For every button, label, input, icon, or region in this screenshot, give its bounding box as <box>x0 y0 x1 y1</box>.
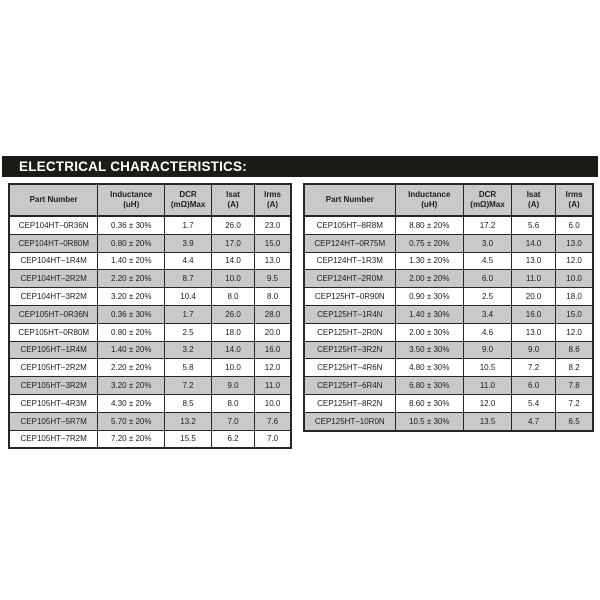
part-number-cell: CEP124HT–2R0M <box>304 270 395 288</box>
value-cell: 4.80 ± 30% <box>395 359 463 377</box>
value-cell: 3.50 ± 30% <box>395 341 463 359</box>
value-cell: 8.0 <box>255 288 291 306</box>
table-row <box>9 252 291 270</box>
value-cell: 14.0 <box>511 234 555 252</box>
part-number-cell: CEP104HT–1R4M <box>9 252 98 270</box>
column-header-isat: Isat (A) <box>511 184 555 216</box>
value-cell: 15.0 <box>255 234 291 252</box>
table-row <box>304 394 593 412</box>
part-number-cell: CEP125HT–2R0N <box>304 323 395 341</box>
part-number-cell: CEP125HT–1R4N <box>304 305 395 323</box>
header-row <box>304 184 593 216</box>
value-cell: 7.8 <box>556 377 593 395</box>
value-cell: 3.2 <box>165 341 212 359</box>
value-cell: 1.30 ± 20% <box>395 252 463 270</box>
value-cell: 2.00 ± 30% <box>395 323 463 341</box>
value-cell: 4.30 ± 20% <box>98 394 165 412</box>
value-cell: 8.5 <box>165 394 212 412</box>
table-row <box>9 305 291 323</box>
value-cell: 4.4 <box>165 252 212 270</box>
value-cell: 12.0 <box>255 359 291 377</box>
value-cell: 8.0 <box>211 288 254 306</box>
value-cell: 8.6 <box>556 341 593 359</box>
value-cell: 20.0 <box>511 288 555 306</box>
value-cell: 6.0 <box>511 377 555 395</box>
value-cell: 8.0 <box>211 394 254 412</box>
part-number-cell: CEP105HT–8R8M <box>304 216 395 234</box>
value-cell: 4.7 <box>511 412 555 430</box>
table-row <box>304 305 593 323</box>
value-cell: 15.5 <box>165 430 212 448</box>
part-number-cell: CEP125HT–0R90N <box>304 288 395 306</box>
table-row <box>304 412 593 430</box>
column-header-irms: Irms (A) <box>255 184 291 216</box>
column-header-irms: Irms (A) <box>556 184 593 216</box>
part-number-cell: CEP125HT–8R2N <box>304 394 395 412</box>
value-cell: 0.80 ± 20% <box>98 323 165 341</box>
value-cell: 5.70 ± 20% <box>98 412 165 430</box>
value-cell: 15.0 <box>556 305 593 323</box>
value-cell: 17.2 <box>464 216 512 234</box>
value-cell: 14.0 <box>211 341 254 359</box>
column-header-part-number: Part Number <box>304 184 395 216</box>
part-number-cell: CEP105HT–4R3M <box>9 394 98 412</box>
value-cell: 3.4 <box>464 305 512 323</box>
column-header-dcr: DCR (mΩ)Max <box>464 184 512 216</box>
table-row <box>304 234 593 252</box>
value-cell: 1.40 ± 20% <box>98 252 165 270</box>
value-cell: 2.5 <box>165 323 212 341</box>
value-cell: 10.4 <box>165 288 212 306</box>
value-cell: 7.0 <box>255 430 291 448</box>
column-header-inductance: Inductance (uH) <box>395 184 463 216</box>
value-cell: 10.0 <box>255 394 291 412</box>
value-cell: 7.20 ± 20% <box>98 430 165 448</box>
value-cell: 13.0 <box>255 252 291 270</box>
value-cell: 23.0 <box>255 216 291 234</box>
value-cell: 16.0 <box>511 305 555 323</box>
table-row <box>304 216 593 234</box>
table-row <box>9 270 291 288</box>
value-cell: 0.36 ± 30% <box>98 305 165 323</box>
value-cell: 8.80 ± 20% <box>395 216 463 234</box>
value-cell: 13.0 <box>556 234 593 252</box>
table-row <box>9 377 291 395</box>
table-row <box>304 252 593 270</box>
section-title: ELECTRICAL CHARACTERISTICS: <box>19 159 247 174</box>
part-number-cell: CEP124HT–0R75M <box>304 234 395 252</box>
part-number-cell: CEP105HT–0R80M <box>9 323 98 341</box>
value-cell: 7.0 <box>211 412 254 430</box>
table-row <box>9 412 291 430</box>
value-cell: 6.5 <box>556 412 593 430</box>
part-number-cell: CEP104HT–0R80M <box>9 234 98 252</box>
column-header-isat: Isat (A) <box>211 184 254 216</box>
value-cell: 8.7 <box>165 270 212 288</box>
value-cell: 8.60 ± 30% <box>395 394 463 412</box>
value-cell: 1.40 ± 30% <box>395 305 463 323</box>
value-cell: 13.2 <box>165 412 212 430</box>
header-row <box>9 184 291 216</box>
part-number-cell: CEP104HT–0R36N <box>9 216 98 234</box>
value-cell: 7.2 <box>511 359 555 377</box>
part-number-cell: CEP104HT–3R2M <box>9 288 98 306</box>
value-cell: 6.0 <box>464 270 512 288</box>
value-cell: 2.20 ± 20% <box>98 359 165 377</box>
value-cell: 16.0 <box>255 341 291 359</box>
table-row <box>304 288 593 306</box>
value-cell: 5.8 <box>165 359 212 377</box>
table-row <box>9 430 291 448</box>
value-cell: 0.80 ± 20% <box>98 234 165 252</box>
part-number-cell: CEP105HT–1R4M <box>9 341 98 359</box>
table-row <box>9 288 291 306</box>
value-cell: 11.0 <box>464 377 512 395</box>
value-cell: 13.0 <box>511 252 555 270</box>
column-header-dcr: DCR (mΩ)Max <box>165 184 212 216</box>
value-cell: 11.0 <box>255 377 291 395</box>
value-cell: 7.2 <box>556 394 593 412</box>
section-title-bar <box>2 156 598 177</box>
value-cell: 5.6 <box>511 216 555 234</box>
value-cell: 10.5 ± 30% <box>395 412 463 430</box>
value-cell: 9.0 <box>464 341 512 359</box>
value-cell: 10.0 <box>211 359 254 377</box>
value-cell: 9.0 <box>211 377 254 395</box>
value-cell: 2.5 <box>464 288 512 306</box>
value-cell: 0.75 ± 20% <box>395 234 463 252</box>
part-number-cell: CEP105HT–7R2M <box>9 430 98 448</box>
table-row <box>9 323 291 341</box>
column-header-part-number: Part Number <box>9 184 98 216</box>
value-cell: 8.2 <box>556 359 593 377</box>
value-cell: 9.0 <box>511 341 555 359</box>
value-cell: 5.4 <box>511 394 555 412</box>
table-row <box>304 359 593 377</box>
part-number-cell: CEP105HT–3R2M <box>9 377 98 395</box>
value-cell: 26.0 <box>211 305 254 323</box>
value-cell: 3.0 <box>464 234 512 252</box>
value-cell: 7.2 <box>165 377 212 395</box>
value-cell: 6.2 <box>211 430 254 448</box>
table-row <box>9 394 291 412</box>
value-cell: 6.0 <box>556 216 593 234</box>
value-cell: 18.0 <box>211 323 254 341</box>
value-cell: 1.40 ± 20% <box>98 341 165 359</box>
value-cell: 1.7 <box>165 305 212 323</box>
table-row <box>304 323 593 341</box>
value-cell: 4.5 <box>464 252 512 270</box>
part-number-cell: CEP105HT–0R36N <box>9 305 98 323</box>
table-row <box>304 377 593 395</box>
table-row <box>304 270 593 288</box>
value-cell: 26.0 <box>211 216 254 234</box>
table-row <box>304 341 593 359</box>
part-number-cell: CEP125HT–4R6N <box>304 359 395 377</box>
value-cell: 3.20 ± 20% <box>98 288 165 306</box>
part-number-cell: CEP125HT–10R0N <box>304 412 395 430</box>
part-number-cell: CEP105HT–2R2M <box>9 359 98 377</box>
value-cell: 0.36 ± 30% <box>98 216 165 234</box>
value-cell: 10.0 <box>211 270 254 288</box>
value-cell: 14.0 <box>211 252 254 270</box>
column-header-inductance: Inductance (uH) <box>98 184 165 216</box>
value-cell: 3.20 ± 20% <box>98 377 165 395</box>
value-cell: 1.7 <box>165 216 212 234</box>
part-number-cell: CEP104HT–2R2M <box>9 270 98 288</box>
value-cell: 10.5 <box>464 359 512 377</box>
electrical-characteristics-table-right <box>303 183 594 432</box>
value-cell: 3.9 <box>165 234 212 252</box>
value-cell: 20.0 <box>255 323 291 341</box>
part-number-cell: CEP105HT–5R7M <box>9 412 98 430</box>
value-cell: 0.90 ± 30% <box>395 288 463 306</box>
value-cell: 12.0 <box>556 323 593 341</box>
part-number-cell: CEP124HT–1R3M <box>304 252 395 270</box>
table-row <box>9 359 291 377</box>
value-cell: 12.0 <box>556 252 593 270</box>
value-cell: 10.0 <box>556 270 593 288</box>
value-cell: 13.5 <box>464 412 512 430</box>
part-number-cell: CEP125HT–6R4N <box>304 377 395 395</box>
value-cell: 6.80 ± 30% <box>395 377 463 395</box>
table-row <box>9 216 291 234</box>
table-row <box>9 234 291 252</box>
value-cell: 9.5 <box>255 270 291 288</box>
electrical-characteristics-table-left <box>8 183 292 449</box>
value-cell: 2.00 ± 20% <box>395 270 463 288</box>
part-number-cell: CEP125HT–3R2N <box>304 341 395 359</box>
value-cell: 13.0 <box>511 323 555 341</box>
table-row <box>9 341 291 359</box>
value-cell: 4.6 <box>464 323 512 341</box>
value-cell: 18.0 <box>556 288 593 306</box>
value-cell: 28.0 <box>255 305 291 323</box>
value-cell: 7.6 <box>255 412 291 430</box>
value-cell: 11.0 <box>511 270 555 288</box>
value-cell: 2.20 ± 20% <box>98 270 165 288</box>
value-cell: 12.0 <box>464 394 512 412</box>
value-cell: 17.0 <box>211 234 254 252</box>
